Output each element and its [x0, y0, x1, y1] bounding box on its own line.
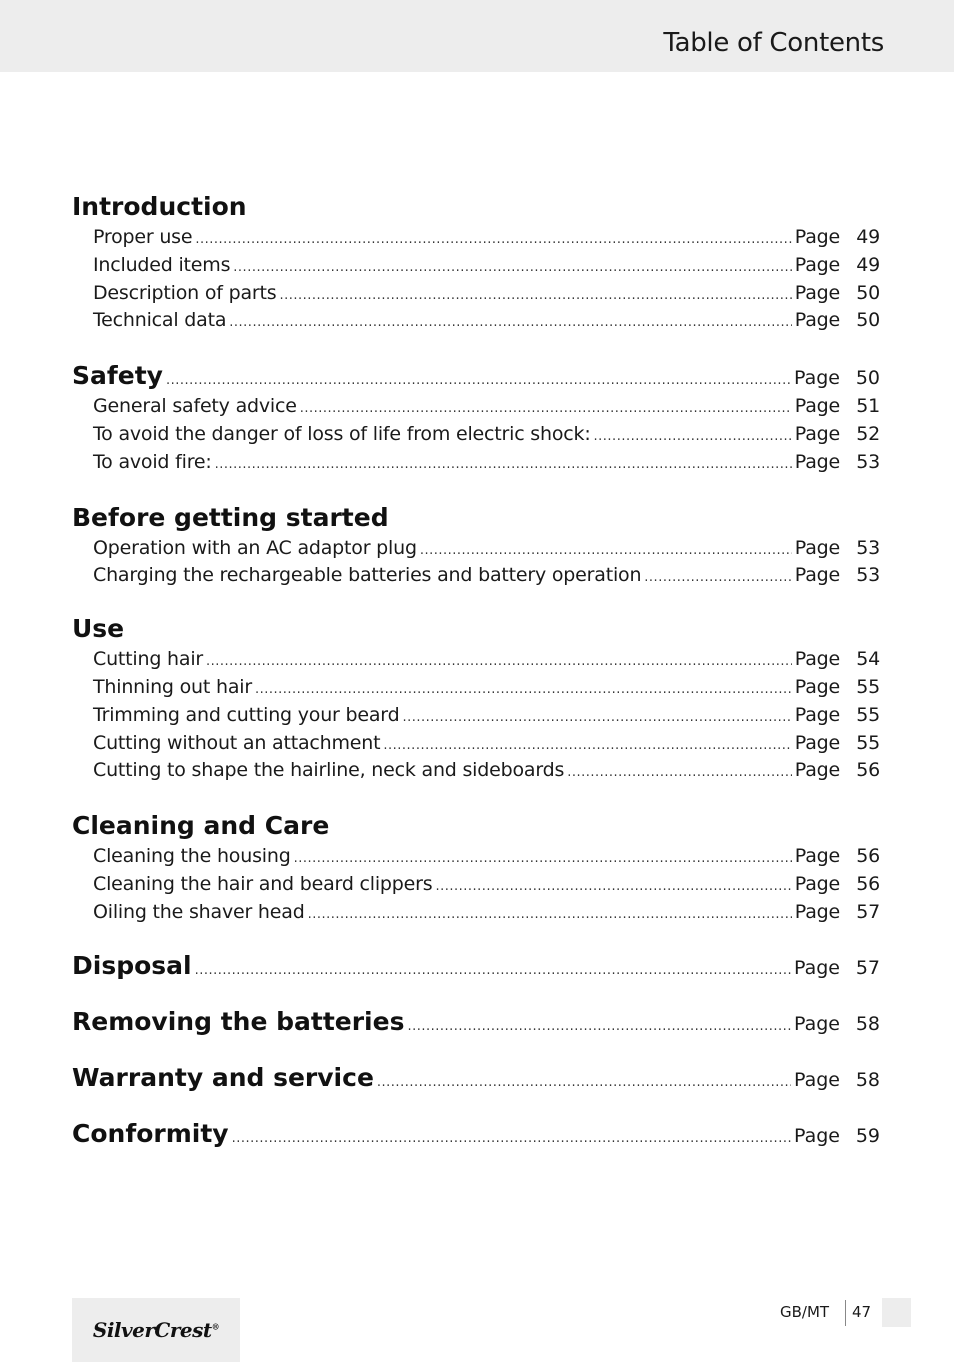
- entry-page-number: 51: [856, 395, 880, 418]
- page-word: Page: [794, 281, 840, 304]
- entry-title: Proper use: [93, 226, 193, 248]
- entry-title: Charging the rechargeable batteries and battery operation: [93, 564, 642, 587]
- section-title: Removing the batteries: [72, 1006, 405, 1036]
- toc-section-heading[interactable]: [72, 951, 880, 985]
- toc-section-heading[interactable]: [72, 503, 880, 537]
- page-word: Page: [794, 900, 840, 923]
- entry-page-number: 56: [856, 872, 880, 895]
- toc-section: [72, 1119, 880, 1153]
- entry-title: Included items: [93, 253, 231, 276]
- entry-page-number: 55: [856, 703, 880, 726]
- toc-section: [72, 614, 880, 787]
- entry-page-number: 55: [856, 675, 880, 698]
- toc-entry[interactable]: [72, 845, 880, 873]
- entry-title: Cleaning the hair and beard clippers: [93, 872, 433, 895]
- section-title: Before getting started: [72, 502, 389, 532]
- dot-leader: [233, 260, 792, 275]
- section-page-number: 58: [855, 1068, 880, 1091]
- page-word: Page: [794, 1124, 840, 1147]
- dot-leader: [300, 401, 792, 416]
- entry-page-number: 53: [856, 536, 880, 559]
- toc-section-heading[interactable]: [72, 1063, 880, 1097]
- dot-leader: [383, 738, 791, 753]
- entry-page-number: 55: [856, 731, 880, 754]
- page-word: Page: [794, 536, 840, 559]
- toc-entry[interactable]: [72, 564, 880, 592]
- dot-leader: [308, 907, 792, 922]
- toc-section: [72, 503, 880, 593]
- brand-logo-text: SilverCrest®: [92, 1318, 220, 1342]
- toc-entry[interactable]: [72, 759, 880, 787]
- dot-leader: [377, 1075, 791, 1090]
- toc-entry[interactable]: [72, 901, 880, 929]
- page-word: Page: [794, 648, 840, 671]
- entry-title: Operation with an AC adaptor plug: [93, 536, 417, 559]
- dot-leader: [195, 963, 791, 978]
- entry-page-number: 52: [856, 422, 880, 445]
- toc-section-heading[interactable]: [72, 1007, 880, 1041]
- toc-entry[interactable]: [72, 732, 880, 760]
- section-title: Safety: [72, 361, 163, 391]
- entry-page-number: 50: [856, 281, 880, 304]
- toc-entry[interactable]: [72, 451, 880, 479]
- toc-section-heading[interactable]: [72, 614, 880, 648]
- entry-page-number: 56: [856, 759, 880, 782]
- entry-title: Technical data: [93, 309, 227, 332]
- page-word: Page: [794, 1068, 840, 1091]
- page-word: Page: [794, 422, 840, 445]
- section-title: Disposal: [72, 950, 192, 980]
- entry-page-number: 56: [856, 845, 880, 868]
- dot-leader: [435, 879, 791, 894]
- page-word: Page: [794, 564, 840, 587]
- dot-leader: [215, 457, 792, 472]
- section-title: Warranty and service: [72, 1062, 374, 1092]
- dot-leader: [567, 765, 792, 780]
- toc-section: [72, 951, 880, 985]
- page-word: Page: [794, 1012, 840, 1035]
- page-word: Page: [794, 731, 840, 754]
- region-code: GB/MT: [780, 1303, 830, 1321]
- toc-entry[interactable]: [72, 704, 880, 732]
- dot-leader: [232, 1131, 791, 1146]
- page-word: Page: [794, 367, 840, 390]
- dot-leader: [294, 851, 792, 866]
- toc-entry[interactable]: [72, 537, 880, 565]
- page-word: Page: [794, 395, 840, 418]
- dot-leader: [166, 373, 791, 388]
- page-word: Page: [794, 845, 840, 868]
- entry-page-number: 49: [856, 253, 880, 276]
- entry-title: General safety advice: [93, 395, 297, 418]
- page-word: Page: [794, 872, 840, 895]
- toc-entry[interactable]: [72, 676, 880, 704]
- dot-leader: [195, 232, 791, 247]
- toc-section: [72, 361, 880, 478]
- toc-section-heading[interactable]: [72, 811, 880, 845]
- toc-section-heading[interactable]: [72, 192, 880, 226]
- section-page-number: 59: [855, 1124, 880, 1147]
- section-title: Use: [72, 614, 125, 644]
- dot-leader: [402, 710, 791, 725]
- dot-leader: [229, 315, 792, 330]
- brand-logo: [72, 1298, 240, 1362]
- toc-section: [72, 811, 880, 928]
- toc-section: [72, 1063, 880, 1097]
- entry-title: Cleaning the housing: [93, 845, 291, 868]
- entry-title: Thinning out hair: [93, 675, 252, 698]
- dot-leader: [407, 1019, 791, 1034]
- page-word: Page: [794, 253, 840, 276]
- entry-title: Cutting to shape the hairline, neck and sideboards: [93, 759, 565, 782]
- dot-leader: [206, 654, 792, 669]
- toc-entry[interactable]: [72, 309, 880, 337]
- entry-title: To avoid fire:: [93, 450, 212, 473]
- page-word: Page: [794, 450, 840, 473]
- entry-title: Description of parts: [93, 281, 277, 304]
- entry-page-number: 50: [856, 309, 880, 332]
- toc-entry[interactable]: [72, 254, 880, 282]
- dot-leader: [420, 543, 792, 558]
- dot-leader: [644, 570, 792, 585]
- toc-section-heading[interactable]: [72, 1119, 880, 1153]
- section-page-number: 57: [855, 956, 880, 979]
- page-word: Page: [794, 226, 840, 248]
- toc-entry[interactable]: [72, 423, 880, 451]
- toc-entry[interactable]: [72, 395, 880, 423]
- toc-section-heading[interactable]: [72, 361, 880, 395]
- entry-title: Oiling the shaver head: [93, 900, 305, 923]
- footer-marker: [882, 1298, 911, 1327]
- dot-leader: [594, 429, 792, 444]
- toc-section: [72, 192, 880, 337]
- page-word: Page: [794, 956, 840, 979]
- section-title: Conformity: [72, 1118, 229, 1148]
- entry-page-number: 49: [856, 226, 880, 248]
- page-word: Page: [794, 309, 840, 332]
- page-word: Page: [794, 703, 840, 726]
- section-page-number: 58: [855, 1012, 880, 1035]
- toc-entry[interactable]: [72, 648, 880, 676]
- entry-page-number: 53: [856, 450, 880, 473]
- toc-section: [72, 1007, 880, 1041]
- toc-entry[interactable]: [72, 873, 880, 901]
- entry-page-number: 53: [856, 564, 880, 587]
- section-title: Cleaning and Care: [72, 811, 330, 841]
- dot-leader: [279, 288, 791, 303]
- page-word: Page: [794, 759, 840, 782]
- dot-leader: [255, 682, 792, 697]
- entry-title: Cutting without an attachment: [93, 731, 381, 754]
- entry-title: Trimming and cutting your beard: [93, 703, 400, 726]
- entry-title: Cutting hair: [93, 648, 204, 671]
- page-number: 47: [852, 1303, 872, 1321]
- page-title: Table of Contents: [663, 28, 884, 58]
- entry-title: To avoid the danger of loss of life from electric shock:: [93, 422, 591, 445]
- toc-entry[interactable]: [72, 226, 880, 254]
- toc-entry[interactable]: [72, 282, 880, 310]
- section-page-number: 50: [855, 367, 880, 390]
- entry-page-number: 57: [856, 900, 880, 923]
- section-title: Introduction: [72, 192, 247, 221]
- footer-divider: [845, 1300, 846, 1326]
- table-of-contents: [72, 192, 880, 1153]
- page-word: Page: [794, 675, 840, 698]
- entry-page-number: 54: [856, 648, 880, 671]
